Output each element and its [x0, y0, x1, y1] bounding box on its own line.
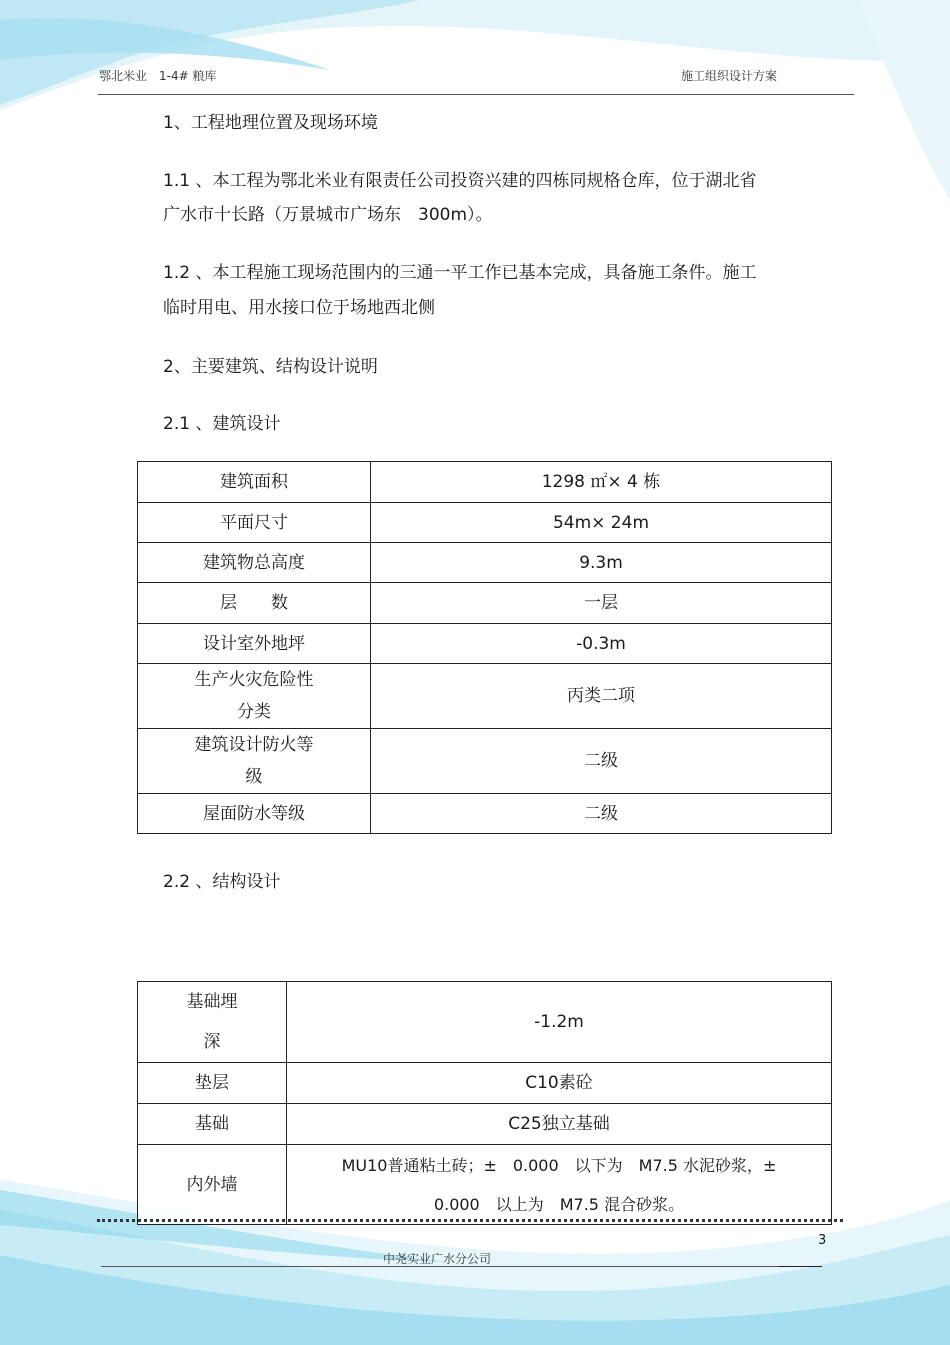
table-row — [138, 729, 832, 794]
row-label-line-2: 分类 — [237, 702, 271, 722]
page-number: 3 — [818, 1233, 827, 1248]
row-value: 丙类二项 — [371, 664, 832, 729]
section-2-title: 2、主要建筑、结构设计说明 — [163, 357, 378, 377]
row-label: 屋面防水等级 — [138, 794, 371, 834]
footer-rule — [101, 1266, 821, 1267]
row-label — [138, 664, 371, 729]
row-label — [138, 982, 287, 1063]
table-row — [138, 1145, 832, 1225]
header-rule — [98, 94, 854, 95]
footer-dotted-rule — [97, 1219, 843, 1222]
footer-rule-short — [778, 1266, 822, 1267]
table-row — [138, 664, 832, 729]
row-label-line-2: 深 — [203, 1032, 221, 1052]
row-value: 1298 ㎡× 4 栋 — [371, 462, 832, 503]
row-label: 建筑物总高度 — [138, 543, 371, 583]
row-value: C25独立基础 — [287, 1104, 832, 1145]
row-label-line-2: 级 — [245, 767, 263, 787]
table-row — [138, 624, 832, 664]
header-right: 施工组织设计方案 — [681, 69, 778, 83]
row-value: 一层 — [371, 583, 832, 624]
row-value: 54m× 24m — [371, 503, 832, 543]
section-2-1-title: 2.1 、建筑设计 — [163, 414, 281, 434]
table-row — [138, 982, 832, 1063]
para-1-2-line-2: 临时用电、用水接口位于场地西北侧 — [163, 298, 435, 318]
row-value: -1.2m — [287, 982, 832, 1063]
row-label: 设计室外地坪 — [138, 624, 371, 664]
row-label: 平面尺寸 — [138, 503, 371, 543]
architecture-table — [137, 461, 832, 834]
table-row — [138, 794, 832, 834]
row-label: 垫层 — [138, 1063, 287, 1104]
row-value-line-1: MU10普通粘土砖；± 0.000 以下为 M7.5 水泥砂浆，± — [341, 1155, 777, 1175]
para-1-2-line-1: 1.2 、本工程施工现场范围内的三通一平工作已基本完成，具备施工条件。施工 — [163, 263, 757, 283]
structure-table — [137, 981, 832, 1225]
row-label-line-1: 建筑设计防火等 — [194, 735, 314, 755]
header-left: 鄂北米业 1-4# 粮库 — [99, 69, 217, 83]
para-1-1-line-1: 1.1 、本工程为鄂北米业有限责任公司投资兴建的四栋同规格仓库，位于湖北省 — [163, 171, 757, 191]
row-label: 内外墙 — [138, 1145, 287, 1225]
table-row — [138, 462, 832, 503]
row-label: 层 数 — [138, 583, 371, 624]
table-row — [138, 583, 832, 624]
row-label-line-1: 生产火灾危险性 — [194, 670, 314, 690]
row-value — [287, 1145, 832, 1225]
para-1-1-line-2: 广水市十长路（万景城市广场东 300m）。 — [163, 205, 493, 225]
row-label — [138, 729, 371, 794]
row-value: 二级 — [371, 794, 832, 834]
row-value-line-2: 0.000 以上为 M7.5 混合砂浆。 — [433, 1194, 685, 1214]
table-row — [138, 1063, 832, 1104]
section-2-2-title: 2.2 、结构设计 — [163, 872, 281, 892]
row-label-line-1: 基础埋 — [186, 992, 238, 1012]
row-value: -0.3m — [371, 624, 832, 664]
section-1-title: 1、工程地理位置及现场环境 — [163, 113, 378, 133]
footer-company: 中尧实业广水分公司 — [383, 1252, 492, 1266]
table-row — [138, 543, 832, 583]
table-row — [138, 503, 832, 543]
table-row — [138, 1104, 832, 1145]
row-value: 9.3m — [371, 543, 832, 583]
row-value: 二级 — [371, 729, 832, 794]
row-label: 建筑面积 — [138, 462, 371, 503]
row-label: 基础 — [138, 1104, 287, 1145]
row-value: C10素砼 — [287, 1063, 832, 1104]
